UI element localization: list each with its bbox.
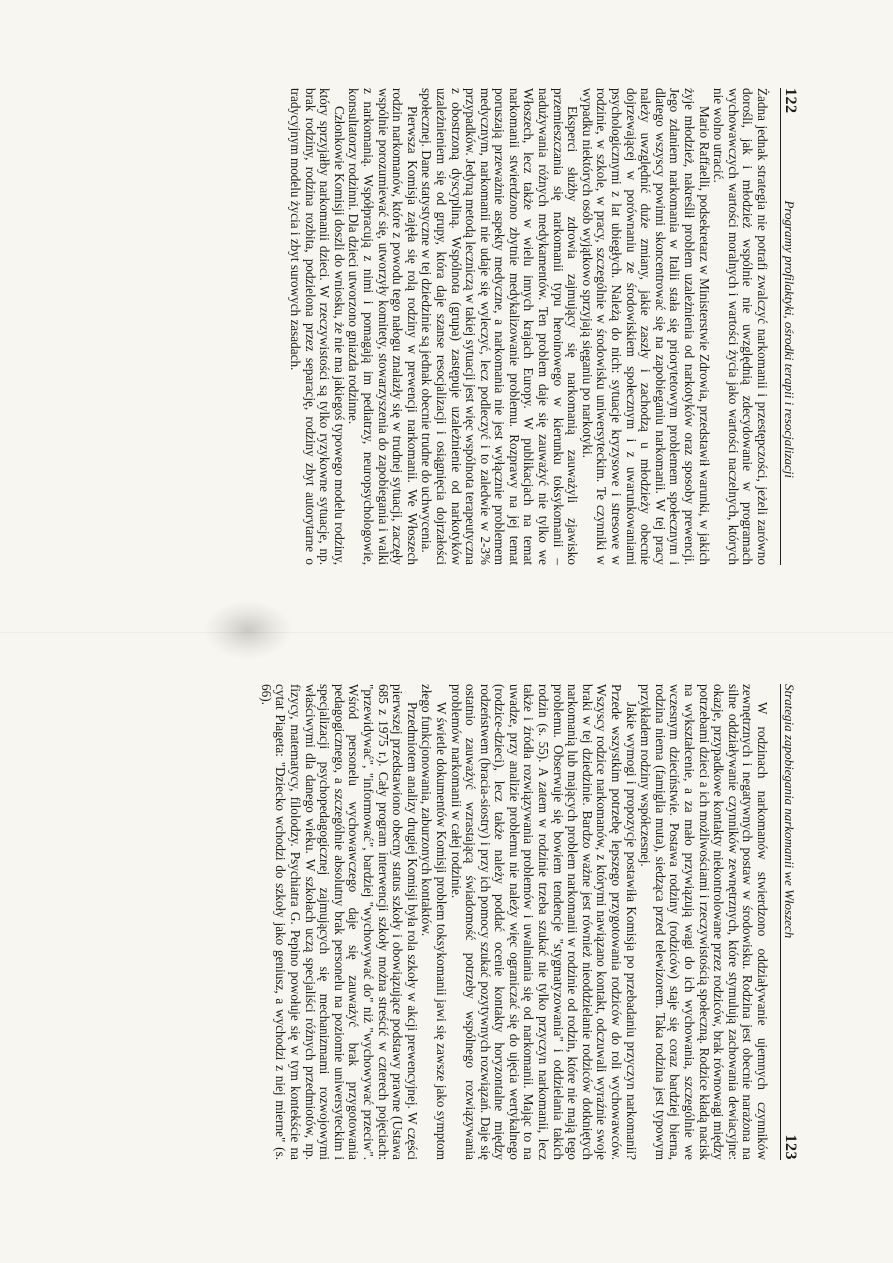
paragraph: Jakie wymogi i propozycje postawiła Komisja po przebadaniu przyczyn narkomanii? Przede wszystkim potrzebę lepszego przygotowania rodziców do roli wychowawców. Wszyscy rodzice narkomanów, z którymi nawiązano kontakt, odczuwali wyraźnie swoje braki w tej dziedzinie. Bardzo ważne jest również nieoddzielanie rodziców dotkniętych narkomanią lub mających problem narkomanii w rodzinie od rodzin, które nie mają tego problemu. Obserwuje się bowiem tendencje "stygmatyzowania" i oddzielania takich rodzin (s. 55). A zatem w rodzinie trzeba szukać nie tylko przyczyn narkomanii, lecz także i źródła rozwiązywania problemów i uwalniania się od narkomanii. Mając to na uwadze, przy analizie problemu nie należy więc ograniczać się do ujęcia wertykalnego (rodzice-dzieci), lecz także należy poddać ocenie kontakty horyzontalne między rodzeństwem (bracia-siostry) i przy ich pomocy szukać pozytywnych rozwiązań. Daje się ostatnio zauważyć wzrastającą świadomość potrzeby wspólnego rozwiązywania problemów narkomanii w całej rodzinie. <box>448 684 639 1160</box>
paragraph: Żadna jednak strategia nie potrafi zwalczyć narkomanii i przestępczości, jeżeli zarówno dorośli, jak i młodzież wspólnie nie uwzględnią zdecydowanie w programach wychowawczych wartości moralnych i wartości życia jako wartości naczelnych, których nie wolno utracić. <box>711 88 770 565</box>
left-page-body <box>287 88 769 565</box>
page-number: 123 <box>782 1134 799 1160</box>
left-page-header <box>780 88 807 565</box>
paragraph: W świetle dokumentów Komisji problem toksykomanii jawi się zawsze jako symptom złego funkcjonowania, zaburzonych kontaktów. <box>419 684 449 1160</box>
paragraph: Przedmiotem analizy drugiej Komisji była rola szkoły w akcji prewencyjnej. W części pierwszej przedstawiono obecny status szkoły i obowiązujące podstawy prawne (Ustawa 685 z 1975 r.). Cały program interwencji szkoły można streścić w czterech pojęciach: "przewidywać", "informować", bardziej "wychowywać do" niż "wychowywać przeciw". Wśród personelu wychowawczego daje się zauważyć brak przygotowania pedagogicznego, a szczególnie absolutny brak personelu na poziomie uniwersyteckim i specjalizacji psychopedagogicznej zajmujących się mechanizmami rozwojowymi właściwymi dla danego wieku. W szkołach uczą specjaliści różnych przedmiotów, np. fizycy, matematycy, filolodzy. Psychiatra G. Pepino powołuje się w tym kontekście na cytat Piageta: "Dziecko wchodzi do szkoły jako geniusz, a wychodzi z niej mierne" (s. 66). <box>258 684 420 1160</box>
right-page-body <box>258 684 769 1160</box>
paragraph: W rodzinach narkomanów stwierdzono oddziaływanie ujemnych czynników zewnętrznych i negatywnych postaw w środowisku. Rodzina jest obecnie narażona na silne oddziaływanie czynników zewnętrznych, które stymulują zachowania dewiacyjne: okazje, przypadkowe kontakty niekontrolowane przez rodziców, brak równowagi między potrzebami dzieci a ich możliwościami i rzeczywistością społeczną. Rodzice kładą nacisk na wykształcenie, a za mało przywiązują wagi do ich wychowania, szczególnie we wczesnym dzieciństwie. Postawa rodziny (rodziców) staje się coraz bardziej bierna, rodzina niema (famiglia muta), siedząca przed telewizorem. Taka rodzina jest typowym przykładem rodziny współczesnej. <box>638 684 770 1160</box>
right-page-header <box>780 684 807 1160</box>
paragraph: Członkowie Komisji doszli do wniosku, że nie ma jakiegoś typowego modelu rodziny, który sprzyjałby narkomanii dzieci. W rzeczywistości są tylko ryzykowne sytuacje, np. brak rodziny, rodzina rozbita, podzielona przez separację, rodziny zbyt autorytarne o tradycyjnym modelu życia i zbyt surowych zasadach. <box>288 88 347 565</box>
right-page <box>0 632 893 1263</box>
paragraph: Pierwsza Komisja zajęła się rolą rodziny w prewencji narkomanii. We Włoszech rodzin narkomanów, które z powodu tego nałogu znalazły się w trudnej sytuacji, zaczęły wspólnie porozumiewać się, utworzyły komitety, stowarzyszenia do zapobiegania i walki z narkomanią. Współpracują z nimi i pomagają im pediatrzy, neuropsychologowie, konsultatorzy rodzinni. Dla dzieci utworzono gniazda rodzinne. <box>346 88 420 565</box>
running-title: Programy profilaktyki, ośrodki terapii i resocjalizacji <box>782 200 797 479</box>
paragraph: Eksperci służby zdrowia zajmujący się narkomanią zauważyli zjawisko przemieszczania się narkomanii typu heroinowego w kierunku toksykomanii – nadużywania różnych medykamentów. Ten problem daje się zauważyć nie tylko we Włoszech, lecz także w wielu innych krajach Europy. W publikacjach na temat narkomanii stwierdzono zbytnie medykalizowanie problemu. Rozprawy na jej temat poruszają przeważnie aspekty medyczne, a narkomania nie jest wyłącznie problemem medycznym, narkomanii nie udaje się wyleczyć, lecz podleczyć i to zaledwie w 2-3% przypadków. Jedyną metodą leczniczą w takiej sytuacji jest więc wspólnota terapeutyczna z obostrzoną dyscypliną. Wspólnota (grupa) zastępuje uzależnienie od narkotyków uzależnieniem się od grupy, która daje szanse resocjalizacji i osiągnięcia dojrzałości społecznej. Dane statystyczne w tej dziedzinie są jednak obecnie trudne do uchwycenia. <box>419 88 581 565</box>
paragraph: Mario Raffaelli, podsekretarz w Ministerstwie Zdrowia, przedstawił warunki, w jakich żyje młodzież, nakreślił problem uzależnienia od narkotyków oraz sposoby prewencji. Jego zdaniem narkomania w Italii stała się priorytetowym problemem społecznym i dlatego wszyscy powinni skoncentrować się na zapobieganiu narkomanii. W tej pracy należy uwzględnić duże zmiany, jakie zaszły i zachodzą u młodzieży obecnie dojrzewającej w porównaniu ze środowiskiem społecznym i z uwarunkowaniami psychologicznymi z lat ubiegłych. Należą do nich: sytuacje kryzysowe i stresowe w rodzinie, w szkole, w pracy, szczególnie w środowisku uniwersyteckim. Te czynniki w wypadku niektórych osób wyjątkowo sprzyjają sięganiu po narkotyki. <box>579 88 712 565</box>
page-number: 122 <box>782 88 799 114</box>
running-title: Strategia zapobiegania narkomanii we Włoszech <box>782 684 797 939</box>
